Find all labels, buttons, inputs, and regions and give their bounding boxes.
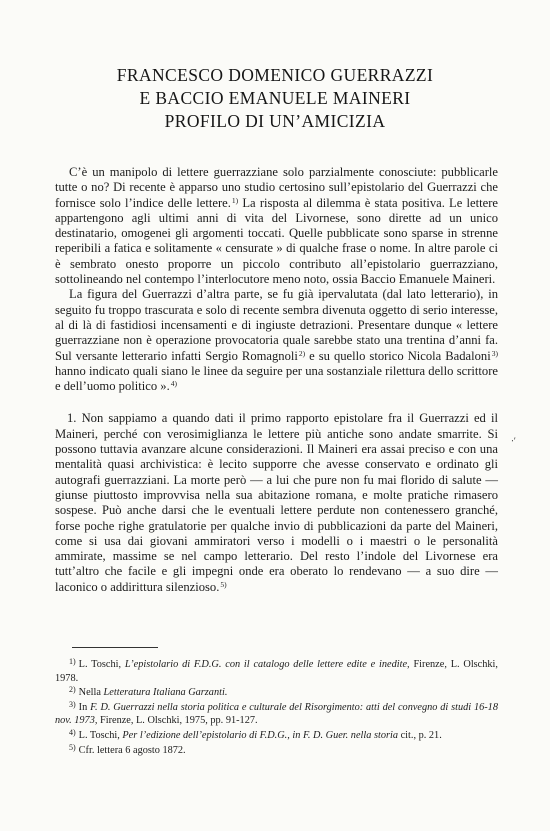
footnote-separator — [72, 647, 158, 648]
footnote-ref-4[interactable]: 4) — [170, 379, 177, 389]
paragraph-2 — [55, 287, 498, 394]
paragraph-1-text-b: La risposta al dilemma è stata positiva. Le lettere appartengono agli ultimi anni di vita del Livornese, sono dirette ad un unico destinatario, omogenei gli argomenti toccati. Quelle pubblicate sono sparse in strenne reperibili a fatica e solitamente « censurate » di qualche frase o nome. In altre parole ci è sembrato onesto proporre un piccolo contributo all’epistolario guerrazziano, sottolineando nel contempo l’interlocutore meno noto, ossia Baccio Emanuele Maineri. — [55, 195, 498, 287]
footnote-5 — [55, 744, 498, 758]
footnote-text: Firenze, L. Olschki, 1975, pp. 91-127. — [97, 715, 258, 727]
footnote-text: Nella — [78, 687, 104, 699]
footnote-1 — [55, 658, 498, 685]
footnote-3 — [55, 701, 498, 728]
footnote-text: L. Toschi, — [78, 729, 123, 741]
title-line-2: E BACCIO EMANUELE MAINERI — [139, 88, 411, 108]
paragraph-1 — [55, 165, 498, 287]
footnote-ref-2[interactable]: 2) — [298, 348, 306, 358]
footnote-text: cit., p. 21. — [398, 729, 442, 741]
footnote-number: 3) — [69, 699, 76, 709]
footnote-text: L. Toschi, — [78, 659, 125, 670]
footnote-italic: Letteratura Italiana Garzanti. — [103, 687, 228, 699]
footnote-text: Cfr. lettera 6 agosto 1872. — [78, 744, 186, 756]
title-line-1: FRANCESCO DOMENICO GUERRAZZI — [116, 65, 434, 85]
footnote-text: In — [78, 701, 91, 713]
paragraph-3 — [55, 411, 498, 595]
footnotes — [55, 658, 498, 758]
paragraph-1-text-a: C’è un manipolo di lettere guerrazziane solo parzialmente conosciute: pubblicarle tutte o no? Di recente è apparso uno studio certosino sull’epistolario del Guerrazzi che fornisce solo l’indice delle lettere. — [55, 165, 498, 210]
footnote-italic: Per l’edizione dell’epistolario di F.D.G., in F. D. Guer. nella storia — [122, 729, 399, 741]
footnote-number: 5) — [69, 742, 76, 752]
footnote-italic: F. D. Guerrazzi nella storia politica e culturale del Risorgimento: atti del convegno di studi 16-18 nov. 1973, — [55, 701, 498, 727]
footnote-number: 2) — [69, 685, 76, 695]
footnote-4 — [55, 729, 498, 743]
footnote-2 — [55, 686, 498, 700]
footnote-number: 4) — [69, 727, 76, 737]
paragraph-3-text-a: 1. Non sappiamo a quando dati il primo rapporto epistolare fra il Guerrazzi ed il Maineri, perché con verosimiglianza le lettere più antiche sono andate smarrite. Si possono tuttavia avanzare alcune considerazioni. Il Maineri era assai preciso e con una mentalità quasi archivistica: è lecito supporre che avesse conservato e ordinato gli autografi guerrazziani. La morte però — a lui che pure non fu mai florido di salute — giunse piuttosto improvvisa nella sua abitazione romana, e molte pratiche rimasero sospese. Può anche darsi che le eventuali lettere perdute non contenessero granché, forse poche righe gratulatorie per qualche invio di pubblicazioni da parte del Maineri, come si usa dai giovani ammiratori verso i modelli o i maestri o le personalità ammirate, massime se nel campo letterario. Del resto l’indole del Livornese era tutt’altro che facile e gli impegni onde era oberato lo rendevano — a suo dire — laconico o addirittura silenzioso. — [55, 411, 498, 594]
paragraph-2-text-a: La figura del Guerrazzi d’altra parte, se fu già ipervalutata (dal lato letterario), in seguito fu troppo trascurata e solo di recente sembra divenuta oggetto di serio interesse, al di là di fastidiosi incensamenti e di ingiuste detrazioni. Presentare dunque « lettere guerrazziane non è operazione provocatoria quale sarebbe stato una trentina d’anni fa. Sul versante letterario infatti Sergio Romagnoli — [55, 287, 498, 363]
article-title — [0, 64, 550, 133]
title-line-3: PROFILO DI UN’AMICIZIA — [164, 111, 386, 131]
footnote-number: 1) — [69, 657, 76, 666]
article-body — [55, 165, 498, 595]
margin-mark: ‧′ — [511, 436, 516, 446]
paragraph-2-text-b: e su quello storico Nicola Badaloni — [305, 348, 491, 363]
footnote-ref-5[interactable]: 5) — [220, 579, 227, 589]
footnote-ref-3[interactable]: 3) — [491, 348, 498, 358]
footnote-text: Firenze, L. Olschki, 1978. — [55, 659, 498, 684]
footnote-ref-1[interactable]: 1) — [231, 195, 239, 205]
paragraph-2-text-c: hanno indicato quali siano le linee da seguire per una sostanziale rilettura dello scrittore e dell’uomo politico ». — [55, 363, 498, 394]
footnote-italic: L’epistolario di F.D.G. con il catalogo delle lettere edite e inedite, — [124, 659, 410, 670]
